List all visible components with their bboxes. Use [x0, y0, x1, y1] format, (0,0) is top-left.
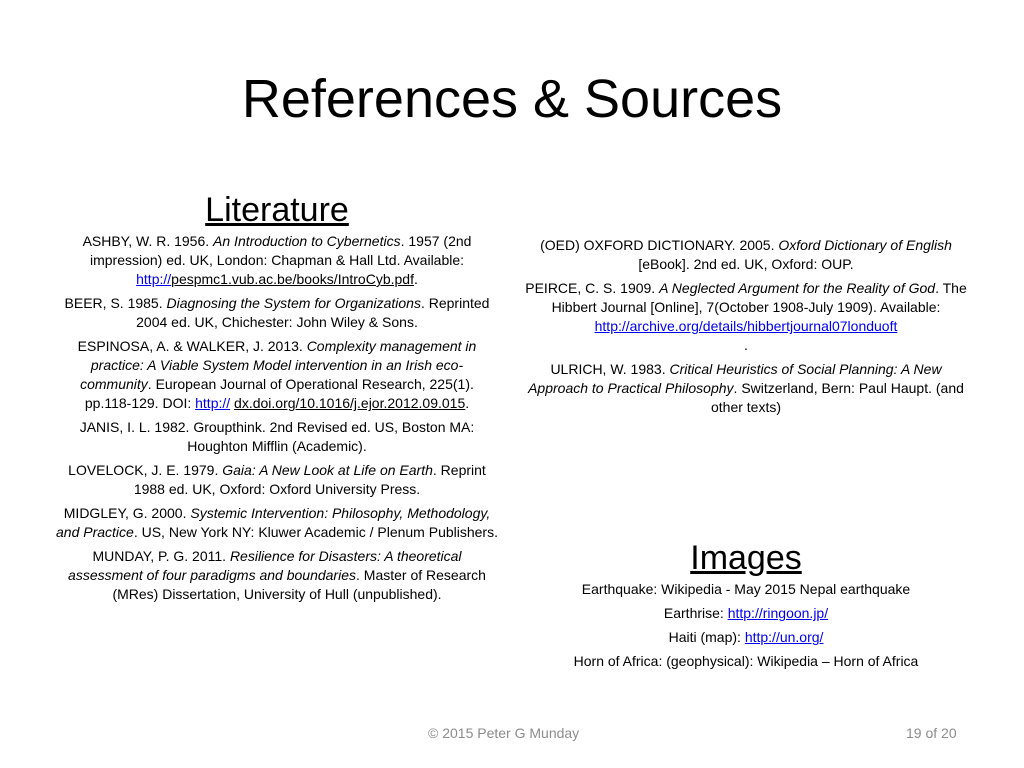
- image-source-haiti: Haiti (map): http://un.org/: [668, 629, 824, 645]
- image-source-horn-of-africa: Horn of Africa: (geophysical): Wikipedia – Horn of Africa: [573, 653, 919, 669]
- reference-link[interactable]: pespmc1.vub.ac.be/books/IntroCyb.pdf: [171, 271, 414, 287]
- reference-peirce: PEIRCE, C. S. 1909. A Neglected Argument for the Reality of God. The Hibbert Journal [Online], 7(October 1908-July 1909). Available: http://archive.org/details/hibbertjournal07londuoft .: [525, 280, 967, 353]
- literature-column-right: [522, 236, 970, 422]
- images-column: [522, 538, 970, 676]
- image-source-earthquake: Earthquake: Wikipedia - May 2015 Nepal earthquake: [581, 581, 911, 597]
- reference-oed: (OED) OXFORD DICTIONARY. 2005. Oxford Dictionary of English [eBook]. 2nd ed. UK, Oxford: OUP.: [540, 237, 952, 272]
- image-source-link[interactable]: http://ringoon.jp/: [727, 605, 829, 621]
- footer-copyright: © 2015 Peter G Munday: [428, 725, 580, 741]
- reference-lovelock: LOVELOCK, J. E. 1979. Gaia: A New Look at Life on Earth. Reprint 1988 ed. UK, Oxford: Oxford University Press.: [68, 462, 486, 497]
- reference-ashby: ASHBY, W. R. 1956. An Introduction to Cybernetics. 1957 (2nd impression) ed. UK, London: Chapman & Hall Ltd. Available: http://pespmc1.vub.ac.be/books/IntroCyb.pdf.: [82, 233, 472, 287]
- reference-link[interactable]: dx.doi.org/10.1016/j.ejor.2012.09.015: [234, 395, 466, 411]
- reference-espinosa: ESPINOSA, A. & WALKER, J. 2013. Complexity management in practice: A Viable System Model intervention in an Irish eco-community. European Journal of Operational Research, 225(1). pp.118-129. DOI: http:// dx.doi.org/10.1016/j.ejor.2012.09.015.: [77, 338, 477, 411]
- reference-link[interactable]: http://archive.org/details/hibbertjournal07londuoft: [594, 318, 898, 334]
- image-source-earthrise: Earthrise: http://ringoon.jp/: [663, 605, 829, 621]
- reference-link[interactable]: http://: [195, 395, 231, 411]
- images-heading: Images: [690, 539, 802, 577]
- reference-janis: JANIS, I. L. 1982. Groupthink. 2nd Revised ed. US, Boston MA: Houghton Mifflin (Academic).: [79, 419, 475, 454]
- reference-munday: MUNDAY, P. G. 2011. Resilience for Disasters: A theoretical assessment of four paradigms and boundaries. Master of Research (MRes) Dissertation, University of Hull (unpublished).: [68, 548, 486, 602]
- reference-midgley: MIDGLEY, G. 2000. Systemic Intervention: Philosophy, Methodology, and Practice. US, New York NY: Kluwer Academic / Plenum Publishers.: [56, 505, 498, 540]
- slide-title: References & Sources: [241, 69, 783, 129]
- reference-link[interactable]: http://: [136, 271, 172, 287]
- literature-column: [56, 190, 498, 609]
- image-source-link[interactable]: http://un.org/: [744, 629, 824, 645]
- reference-ulrich: ULRICH, W. 1983. Critical Heuristics of Social Planning: A New Approach to Practical Philosophy. Switzerland, Bern: Paul Haupt. (and other texts): [528, 361, 964, 415]
- literature-heading: Literature: [205, 191, 349, 229]
- slide-number: 19 of 20: [906, 725, 957, 741]
- reference-beer: BEER, S. 1985. Diagnosing the System for Organizations. Reprinted 2004 ed. UK, Chichester: John Wiley & Sons.: [64, 295, 490, 330]
